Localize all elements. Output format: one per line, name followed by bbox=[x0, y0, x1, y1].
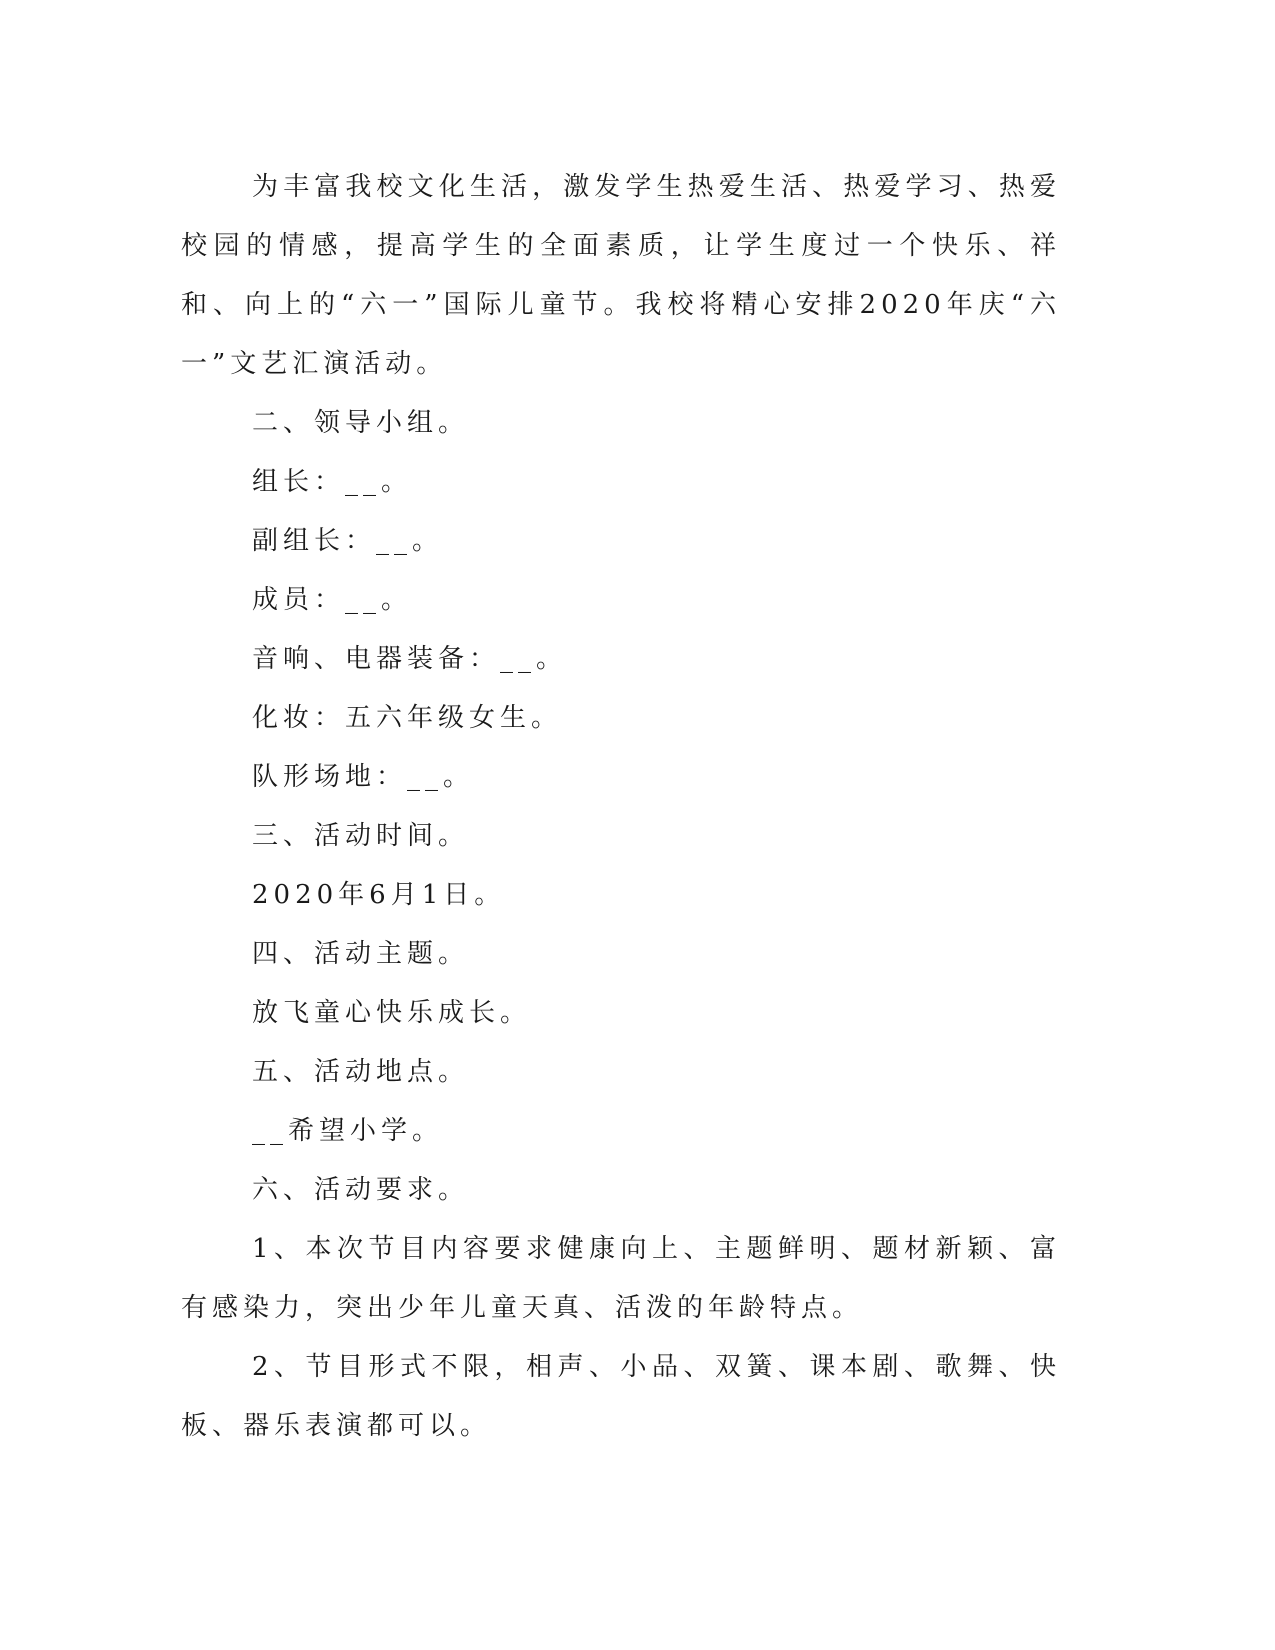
section-3-heading: 三、活动时间。 bbox=[252, 821, 470, 851]
section-2-heading: 二、领导小组。 bbox=[252, 408, 470, 438]
intro-paragraph: 为丰富我校文化生活，激发学生热爱生活、热爱学习、热爱校园的情感，提高学生的全面素质，让学生度过一个快乐、祥和、向上的“六一”国际儿童节。我校将精心安排2020年庆“六一”文艺汇演活动。 bbox=[181, 172, 1061, 379]
location-line: __希望小学。 bbox=[252, 1116, 444, 1146]
date-line: 2020年6月1日。 bbox=[252, 880, 506, 910]
deputy-leader-line: 副组长：__。 bbox=[252, 526, 444, 556]
requirement-2-paragraph: 2、节目形式不限，相声、小品、双簧、课本剧、歌舞、快板、器乐表演都可以。 bbox=[181, 1352, 1061, 1441]
theme-line: 放飞童心快乐成长。 bbox=[252, 998, 532, 1028]
requirement-1-paragraph: 1、本次节目内容要求健康向上、主题鲜明、题材新颖、富有感染力，突出少年儿童天真、活泼的年龄特点。 bbox=[181, 1234, 1061, 1323]
makeup-line: 化妆：五六年级女生。 bbox=[252, 703, 563, 733]
section-6-heading: 六、活动要求。 bbox=[252, 1175, 470, 1205]
document-body bbox=[181, 158, 1061, 1456]
formation-venue-line: 队形场地：__。 bbox=[252, 762, 475, 792]
audio-equipment-line: 音响、电器装备：__。 bbox=[252, 644, 568, 674]
members-line: 成员：__。 bbox=[252, 585, 413, 615]
section-4-heading: 四、活动主题。 bbox=[252, 939, 470, 969]
leader-line: 组长：__。 bbox=[252, 467, 413, 497]
section-5-heading: 五、活动地点。 bbox=[252, 1057, 470, 1087]
